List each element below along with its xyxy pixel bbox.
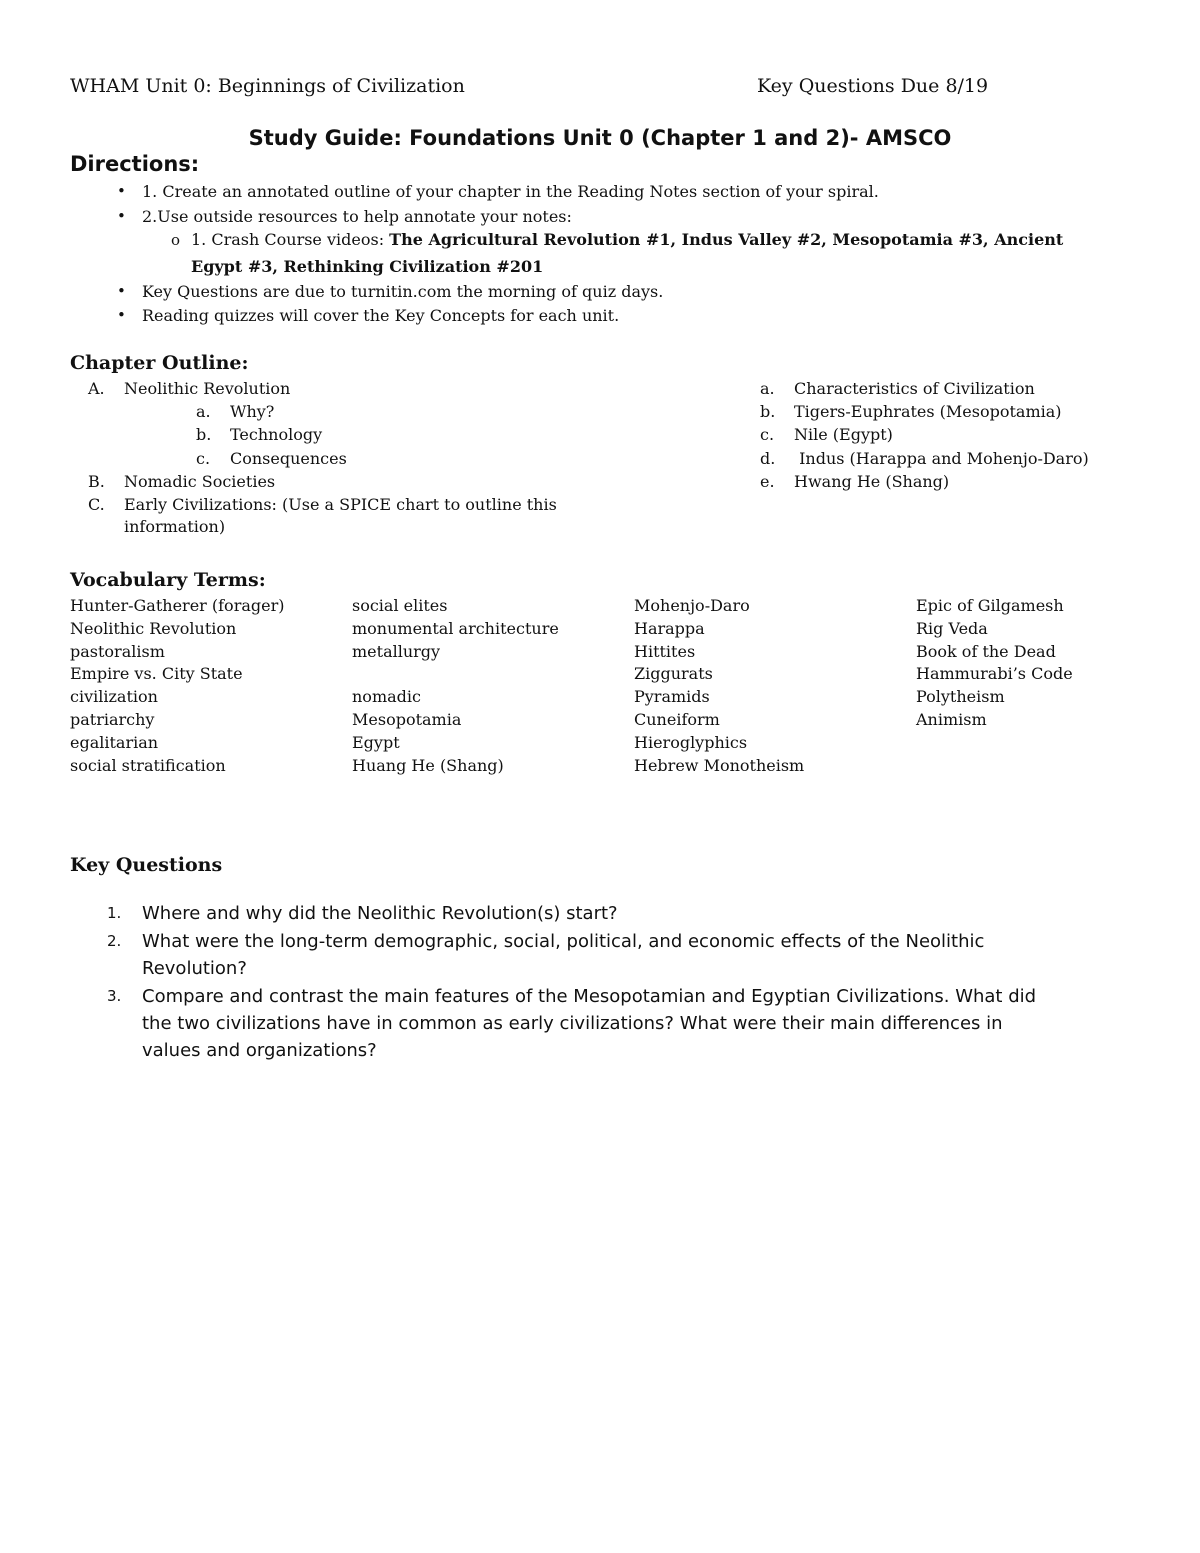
vocab-term: Hammurabi’s Code xyxy=(916,664,1073,684)
vocab-term: Harappa xyxy=(634,618,705,638)
outline-item-neolithic: Neolithic Revolution xyxy=(124,379,291,398)
outline-marker: d. xyxy=(760,449,776,468)
vocab-term: Egypt xyxy=(352,732,400,752)
vocab-term: Pyramids xyxy=(634,687,710,707)
directions-item-2: 2.Use outside resources to help annotate your notes: xyxy=(142,207,572,226)
vocab-column-4 xyxy=(916,595,1073,732)
outline-subitem: Consequences xyxy=(230,449,347,468)
outline-marker: c. xyxy=(760,425,775,444)
directions-subitem-cont xyxy=(191,257,543,276)
vocab-term: Rig Veda xyxy=(916,618,988,638)
page-title: Study Guide: Foundations Unit 0 (Chapter 1 and 2)- AMSCO xyxy=(248,126,952,150)
vocab-term: civilization xyxy=(70,687,158,707)
outline-item-early-civ: Early Civilizations: (Use a SPICE chart to outline this xyxy=(124,495,557,514)
header-left: WHAM Unit 0: Beginnings of Civilization xyxy=(70,75,465,97)
question-number: 3. xyxy=(107,987,122,1005)
question-line: Compare and contrast the main features of the Mesopotamian and Egyptian Civilizations. What did xyxy=(142,986,1037,1007)
vocab-term: social stratification xyxy=(70,755,226,775)
outline-civ-item: Nile (Egypt) xyxy=(794,425,893,444)
outline-marker: b. xyxy=(196,425,212,444)
vocab-column-3 xyxy=(634,595,804,777)
question-line: What were the long-term demographic, social, political, and economic effects of the Neolithic xyxy=(142,931,985,952)
question-1 xyxy=(142,900,618,927)
bullet-icon: • xyxy=(117,306,126,324)
outline-civ-item: Characteristics of Civilization xyxy=(794,379,1035,398)
outline-marker: B. xyxy=(88,472,105,491)
sub-bullet-icon: o xyxy=(171,231,181,249)
question-2 xyxy=(142,928,984,982)
question-line: values and organizations? xyxy=(142,1040,377,1061)
vocab-term: metallurgy xyxy=(352,641,441,661)
vocab-term: Mohenjo-Daro xyxy=(634,596,750,615)
question-line: Revolution? xyxy=(142,958,247,979)
vocab-term: Hieroglyphics xyxy=(634,732,748,752)
outline-marker: a. xyxy=(196,402,211,421)
header-right: Key Questions Due 8/19 xyxy=(757,75,989,97)
vocab-term: Hebrew Monotheism xyxy=(634,755,805,775)
vocab-term: pastoralism xyxy=(70,641,165,661)
outline-marker: a. xyxy=(760,379,775,398)
vocab-term xyxy=(352,663,559,686)
outline-marker: e. xyxy=(760,472,775,491)
outline-civ-item: Indus (Harappa and Mohenjo-Daro) xyxy=(794,449,1089,468)
outline-subitem: Why? xyxy=(230,402,275,421)
vocab-column-2 xyxy=(352,595,559,777)
outline-marker: b. xyxy=(760,402,776,421)
outline-marker: A. xyxy=(88,379,105,398)
vocab-term: nomadic xyxy=(352,687,421,707)
bullet-icon: • xyxy=(117,182,126,200)
vocab-term: egalitarian xyxy=(70,732,159,752)
subitem-videos-line2: Egypt #3, Rethinking Civilization #201 xyxy=(191,257,544,276)
outline-civ-item: Tigers-Euphrates (Mesopotamia) xyxy=(794,402,1062,421)
directions-subitem xyxy=(191,230,1063,249)
vocab-term: Cuneiform xyxy=(634,709,720,729)
vocab-term: Huang He (Shang) xyxy=(352,755,504,775)
question-number: 1. xyxy=(107,904,122,922)
directions-item-4: Reading quizzes will cover the Key Concepts for each unit. xyxy=(142,306,620,325)
question-line: the two civilizations have in common as early civilizations? What were their main differences in xyxy=(142,1013,1003,1034)
directions-item-3: Key Questions are due to turnitin.com the morning of quiz days. xyxy=(142,282,664,301)
subitem-videos-line1: The Agricultural Revolution #1, Indus Valley #2, Mesopotamia #3, Ancient xyxy=(389,230,1064,249)
outline-marker: c. xyxy=(196,449,211,468)
vocab-term: Polytheism xyxy=(916,687,1005,707)
vocab-term: Neolithic Revolution xyxy=(70,618,237,638)
vocab-term: Book of the Dead xyxy=(916,641,1056,661)
vocab-term: Ziggurats xyxy=(634,664,713,684)
vocab-term: monumental architecture xyxy=(352,618,559,638)
outline-civ-item: Hwang He (Shang) xyxy=(794,472,950,491)
question-number: 2. xyxy=(107,932,122,950)
vocab-term: Hittites xyxy=(634,641,696,661)
vocab-heading: Vocabulary Terms: xyxy=(70,569,266,591)
bullet-icon: • xyxy=(117,207,126,225)
vocab-term: Mesopotamia xyxy=(352,709,462,729)
outline-marker: C. xyxy=(88,495,105,514)
directions-item-1: 1. Create an annotated outline of your chapter in the Reading Notes section of your spiral. xyxy=(142,182,879,201)
outline-heading: Chapter Outline: xyxy=(70,352,249,374)
vocab-term: social elites xyxy=(352,596,448,615)
vocab-term: patriarchy xyxy=(70,709,155,729)
subitem-prefix: 1. Crash Course videos: xyxy=(191,230,390,249)
outline-item-nomadic: Nomadic Societies xyxy=(124,472,276,491)
vocab-column-1 xyxy=(70,595,284,777)
vocab-term: Animism xyxy=(916,709,987,729)
vocab-term: Epic of Gilgamesh xyxy=(916,596,1064,615)
question-line: Where and why did the Neolithic Revolution(s) start? xyxy=(142,903,618,924)
directions-heading: Directions: xyxy=(70,152,200,176)
vocab-term: Hunter-Gatherer (forager) xyxy=(70,596,285,615)
key-questions-heading: Key Questions xyxy=(70,854,223,876)
bullet-icon: • xyxy=(117,282,126,300)
vocab-term: Empire vs. City State xyxy=(70,664,243,684)
question-3 xyxy=(142,983,1036,1064)
outline-subitem: Technology xyxy=(230,425,323,444)
outline-item-early-civ-cont: information) xyxy=(124,517,226,536)
